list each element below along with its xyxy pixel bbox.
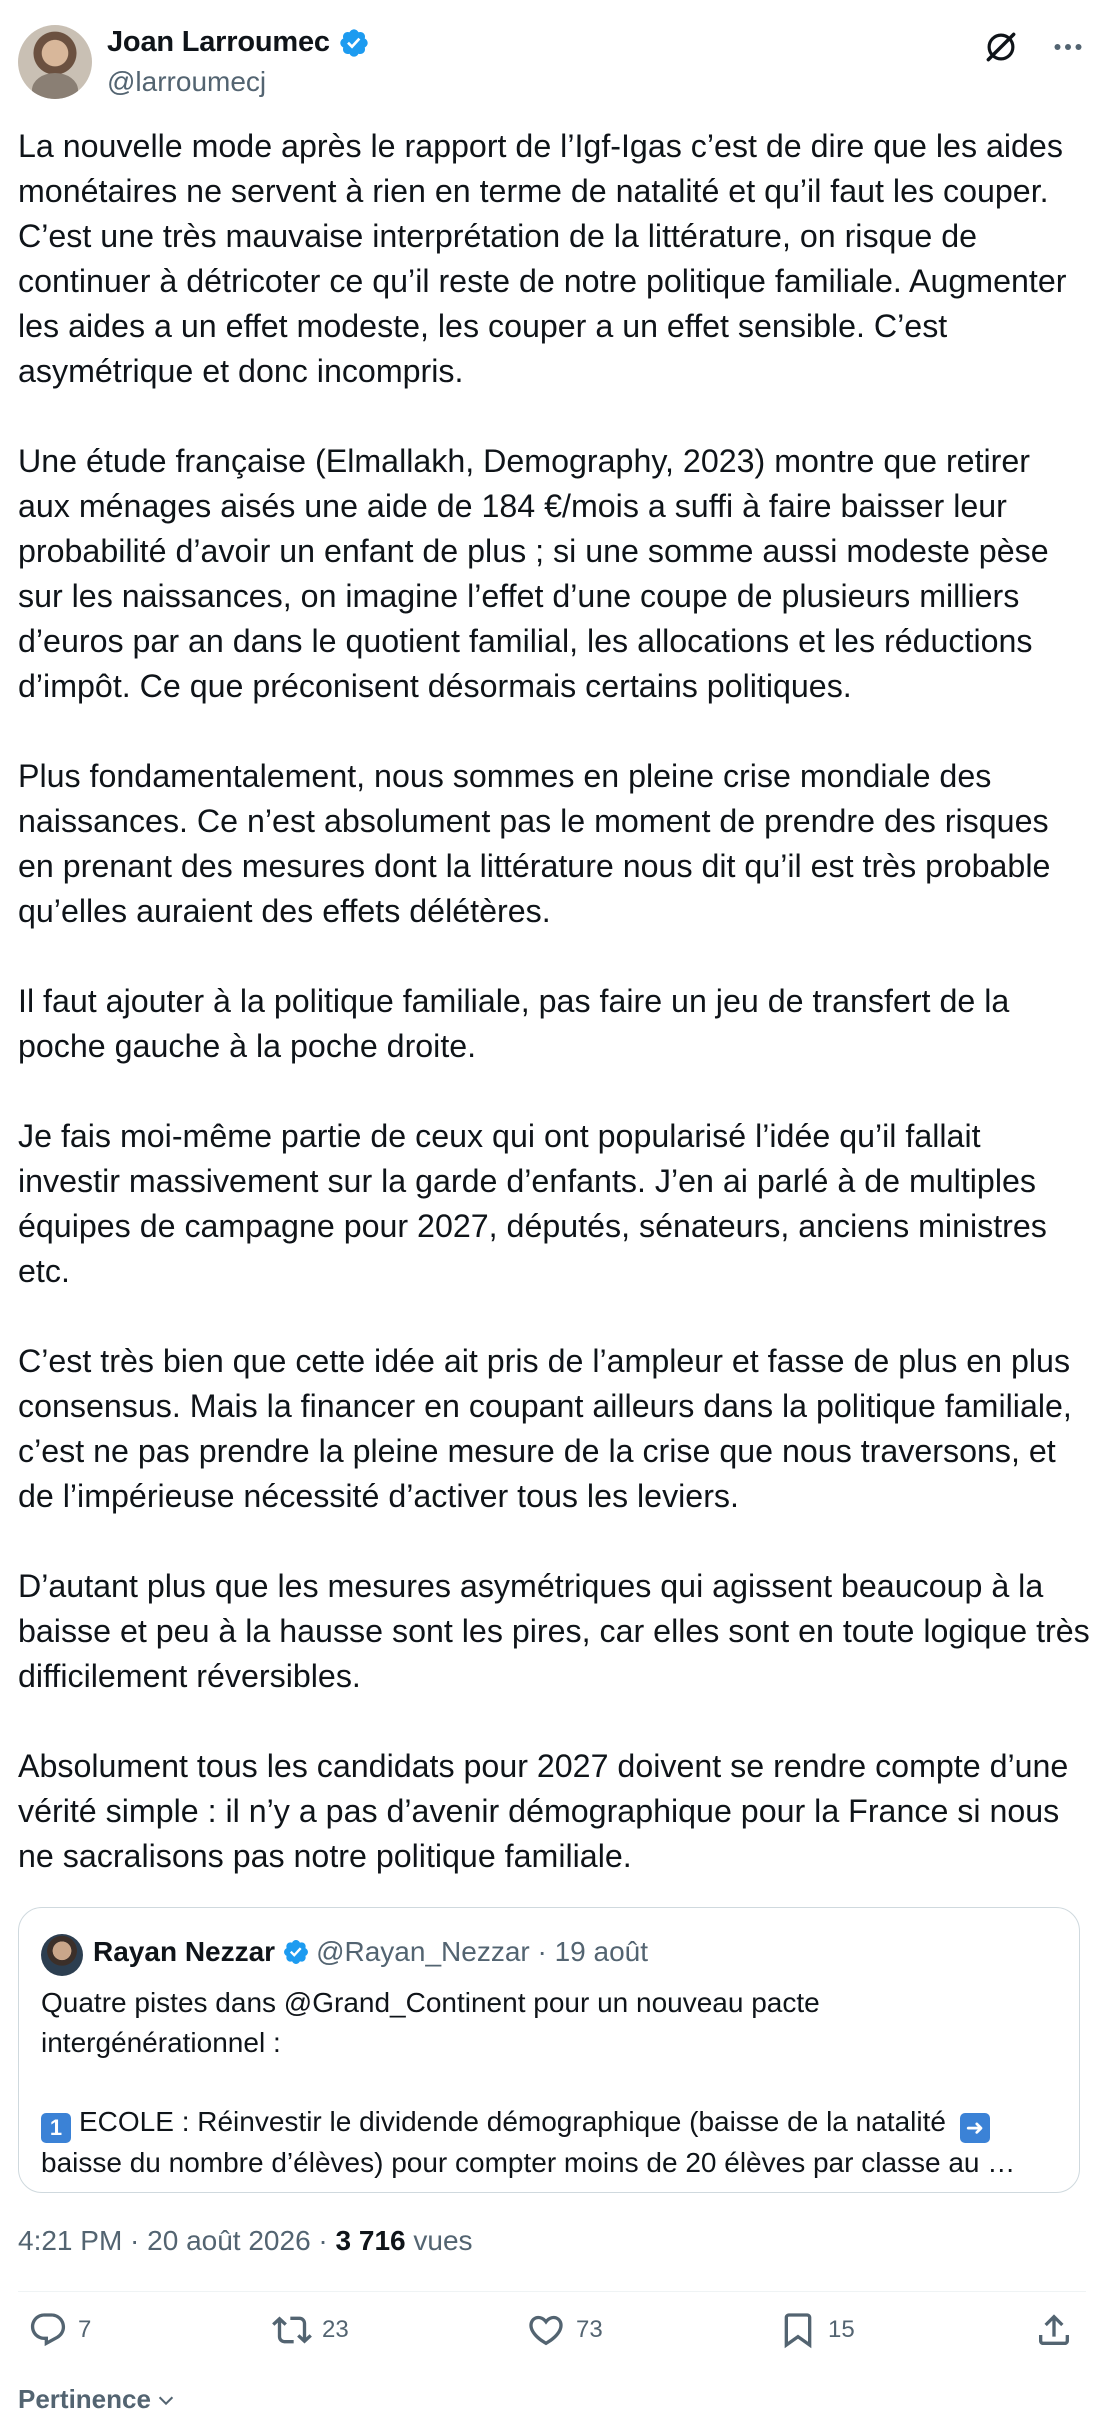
like-count: 73: [576, 2316, 603, 2343]
like-button[interactable]: [526, 2310, 603, 2350]
repost-count: 23: [322, 2316, 349, 2343]
tweet-header: [18, 22, 1086, 102]
paragraph: Une étude française (Elmallakh, Demography, 2023) montre que retirer aux ménages aisés une aide de 184 €/mois a suffi à faire baisser leur probabilité d’avoir un enfant de plus ; si une somme aussi modeste pèse sur les naissances, on imagine l’effet d’une coupe de plusieurs milliers d’euros par an dans le quotient familial, les allocations et les réductions d’impôt. Ce que préconisent désormais certains politiques.: [18, 443, 1058, 704]
like-icon: [526, 2310, 566, 2350]
quoted-line: Quatre pistes dans @Grand_Continent pour un nouveau pacte intergénérationnel :: [41, 1987, 828, 2058]
bookmark-icon: [778, 2310, 818, 2350]
share-icon: [1034, 2310, 1074, 2350]
quoted-tweet-header: [93, 1936, 648, 1968]
quoted-tweet-text: [41, 1983, 1051, 2182]
paragraph: Absolument tous les candidats pour 2027 doivent se rendre compte d’une vérité simple : il n’y a pas d’avenir démographique pour la France si nous ne sacralisons pas notre politique familiale.: [18, 1748, 1078, 1874]
bookmark-count: 15: [828, 2316, 855, 2343]
action-bar: [18, 2310, 1086, 2366]
quoted-author-avatar: [41, 1934, 83, 1976]
more-icon[interactable]: [1050, 29, 1086, 65]
grok-icon[interactable]: [982, 28, 1020, 66]
time-date[interactable]: 4:21 PM · 20 août 2026 ·: [18, 2225, 336, 2256]
author-display-name[interactable]: Joan Larroumec: [107, 26, 330, 58]
divider: [18, 2291, 1086, 2292]
tweet-text: [18, 124, 1099, 1879]
chevron-down-icon: [155, 2389, 177, 2411]
arrow-right-icon: ➜: [960, 2113, 990, 2143]
views-count: 3 716: [335, 2225, 406, 2256]
quoted-bullet-text-cont: baisse du nombre d’élèves) pour compter moins de 20 élèves par classe au …: [41, 2146, 1016, 2178]
quoted-author-name: Rayan Nezzar: [93, 1936, 276, 1967]
paragraph: D’autant plus que les mesures asymétriques qui agissent beaucoup à la baisse et peu à la hausse sont les pires, car elles sont en toute logique très difficilement réversibles.: [18, 1568, 1099, 1694]
bookmark-button[interactable]: [778, 2310, 855, 2350]
share-button[interactable]: [1034, 2310, 1074, 2350]
sort-label: Pertinence: [18, 2384, 151, 2414]
verified-badge-icon: [338, 27, 370, 59]
verified-badge-icon: [282, 1938, 310, 1966]
repost-icon: [272, 2310, 312, 2350]
reply-icon: [28, 2310, 68, 2350]
paragraph: La nouvelle mode après le rapport de l’Igf-Igas c’est de dire que les aides monétaires ne servent à rien en terme de natalité et qu’il faut les couper. C’est une très mauvaise interprétation de la littérature, on risque de continuer à détricoter ce qu’il reste de notre politique familiale. Augmenter les aides a un effet modeste, les couper a un effet sensible. C’est asymétrique et donc incompris.: [18, 128, 1076, 389]
paragraph: Je fais moi-même partie de ceux qui ont popularisé l’idée qu’il fallait investir massivement sur la garde d’enfants. J’en ai parlé à de multiples équipes de campagne pour 2027, députés, sénateurs, anciens ministres etc.: [18, 1118, 1056, 1289]
quoted-tweet[interactable]: [18, 1907, 1080, 2193]
views-label: vues: [405, 2225, 473, 2256]
keycap-one-icon: 1: [41, 2113, 71, 2143]
reply-sort-dropdown[interactable]: [18, 2384, 177, 2415]
author-name-row: [107, 26, 370, 59]
tweet-timestamp: [18, 2225, 473, 2257]
quoted-bullet-text: ECOLE : Réinvestir le dividende démographique (baisse de la natalité: [79, 2105, 954, 2137]
reply-button[interactable]: [28, 2310, 91, 2350]
author-avatar[interactable]: [18, 25, 92, 99]
header-actions: [982, 28, 1086, 66]
quoted-author-meta: @Rayan_Nezzar · 19 août: [316, 1936, 649, 1967]
author-handle[interactable]: @larroumecj: [107, 66, 267, 97]
paragraph: C’est très bien que cette idée ait pris de l’ampleur et fasse de plus en plus consensus. Mais la financer en coupant ailleurs dans la politique familiale, c’est ne pas prendre la pleine mesure de la crise que nous traversons, et de l’impérieuse nécessité d’activer tous les leviers.: [18, 1343, 1081, 1514]
repost-button[interactable]: [272, 2310, 349, 2350]
paragraph: Il faut ajouter à la politique familiale, pas faire un jeu de transfert de la poche gauche à la poche droite.: [18, 983, 1019, 1064]
paragraph: Plus fondamentalement, nous sommes en pleine crise mondiale des naissances. Ce n’est absolument pas le moment de prendre des risques en prenant des mesures dont la littérature nous dit qu’il est très probable qu’elles auraient des effets délétères.: [18, 758, 1060, 929]
reply-count: 7: [78, 2316, 92, 2343]
